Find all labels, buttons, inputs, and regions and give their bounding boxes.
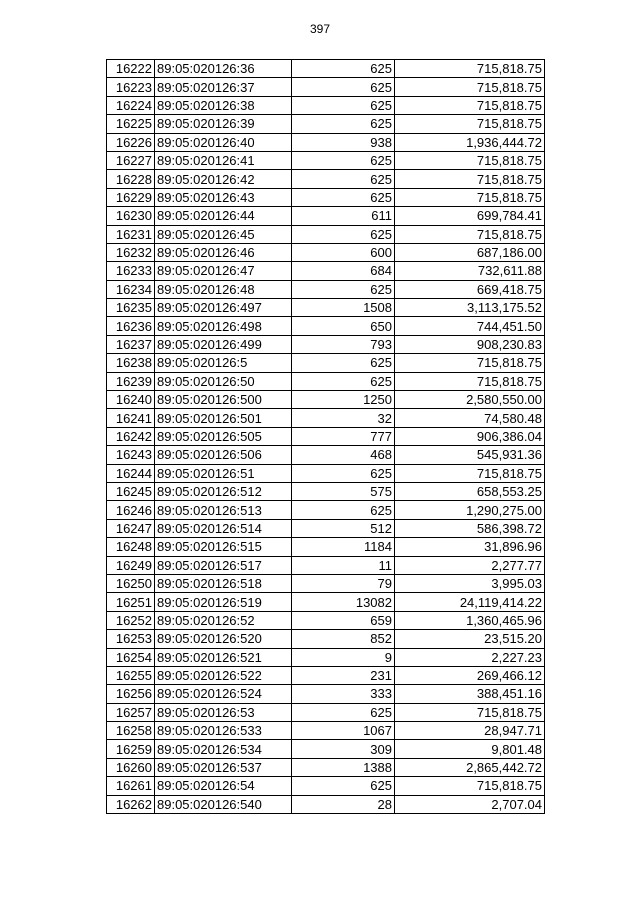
cadastral-number-cell: 89:05:020126:497 xyxy=(155,299,292,317)
table-row xyxy=(107,427,545,445)
value-cell: 669,418.75 xyxy=(395,280,545,298)
value-cell: 3,113,175.52 xyxy=(395,299,545,317)
row-number-cell: 16237 xyxy=(107,335,155,353)
table-row xyxy=(107,170,545,188)
area-cell: 625 xyxy=(292,464,395,482)
row-number-cell: 16260 xyxy=(107,758,155,776)
value-cell: 908,230.83 xyxy=(395,335,545,353)
table-row xyxy=(107,133,545,151)
area-cell: 625 xyxy=(292,96,395,114)
cadastral-number-cell: 89:05:020126:52 xyxy=(155,611,292,629)
area-cell: 793 xyxy=(292,335,395,353)
value-cell: 388,451.16 xyxy=(395,685,545,703)
table-row xyxy=(107,722,545,740)
area-cell: 625 xyxy=(292,78,395,96)
row-number-cell: 16254 xyxy=(107,648,155,666)
value-cell: 28,947.71 xyxy=(395,722,545,740)
value-cell: 715,818.75 xyxy=(395,96,545,114)
row-number-cell: 16232 xyxy=(107,243,155,261)
cadastral-number-cell: 89:05:020126:47 xyxy=(155,262,292,280)
cadastral-number-cell: 89:05:020126:518 xyxy=(155,574,292,592)
cadastral-number-cell: 89:05:020126:534 xyxy=(155,740,292,758)
table-row xyxy=(107,648,545,666)
area-cell: 333 xyxy=(292,685,395,703)
value-cell: 715,818.75 xyxy=(395,115,545,133)
table-row xyxy=(107,574,545,592)
value-cell: 3,995.03 xyxy=(395,574,545,592)
row-number-cell: 16246 xyxy=(107,501,155,519)
area-cell: 625 xyxy=(292,354,395,372)
cadastral-number-cell: 89:05:020126:500 xyxy=(155,391,292,409)
value-cell: 31,896.96 xyxy=(395,538,545,556)
cadastral-number-cell: 89:05:020126:5 xyxy=(155,354,292,372)
page-number: 397 xyxy=(309,22,331,36)
table-row xyxy=(107,556,545,574)
row-number-cell: 16233 xyxy=(107,262,155,280)
value-cell: 2,227.23 xyxy=(395,648,545,666)
row-number-cell: 16248 xyxy=(107,538,155,556)
area-cell: 1250 xyxy=(292,391,395,409)
cadastral-number-cell: 89:05:020126:514 xyxy=(155,519,292,537)
table-row xyxy=(107,777,545,795)
area-cell: 625 xyxy=(292,115,395,133)
value-cell: 715,818.75 xyxy=(395,354,545,372)
area-cell: 1508 xyxy=(292,299,395,317)
row-number-cell: 16235 xyxy=(107,299,155,317)
row-number-cell: 16239 xyxy=(107,372,155,390)
table-row xyxy=(107,611,545,629)
area-cell: 625 xyxy=(292,151,395,169)
table-row xyxy=(107,593,545,611)
area-cell: 625 xyxy=(292,372,395,390)
table-row xyxy=(107,335,545,353)
value-cell: 24,119,414.22 xyxy=(395,593,545,611)
row-number-cell: 16236 xyxy=(107,317,155,335)
cadastral-number-cell: 89:05:020126:44 xyxy=(155,207,292,225)
row-number-cell: 16243 xyxy=(107,446,155,464)
value-cell: 699,784.41 xyxy=(395,207,545,225)
area-cell: 625 xyxy=(292,170,395,188)
row-number-cell: 16231 xyxy=(107,225,155,243)
area-cell: 625 xyxy=(292,280,395,298)
value-cell: 715,818.75 xyxy=(395,151,545,169)
value-cell: 744,451.50 xyxy=(395,317,545,335)
table-row xyxy=(107,262,545,280)
table-row xyxy=(107,482,545,500)
area-cell: 309 xyxy=(292,740,395,758)
area-cell: 512 xyxy=(292,519,395,537)
cadastral-number-cell: 89:05:020126:517 xyxy=(155,556,292,574)
table-row xyxy=(107,317,545,335)
table-row xyxy=(107,207,545,225)
value-cell: 715,818.75 xyxy=(395,170,545,188)
value-cell: 687,186.00 xyxy=(395,243,545,261)
row-number-cell: 16222 xyxy=(107,60,155,78)
row-number-cell: 16259 xyxy=(107,740,155,758)
cadastral-number-cell: 89:05:020126:522 xyxy=(155,666,292,684)
area-cell: 1388 xyxy=(292,758,395,776)
table-row xyxy=(107,188,545,206)
row-number-cell: 16223 xyxy=(107,78,155,96)
value-cell: 715,818.75 xyxy=(395,777,545,795)
cadastral-number-cell: 89:05:020126:512 xyxy=(155,482,292,500)
row-number-cell: 16249 xyxy=(107,556,155,574)
value-cell: 715,818.75 xyxy=(395,225,545,243)
cadastral-number-cell: 89:05:020126:38 xyxy=(155,96,292,114)
area-cell: 79 xyxy=(292,574,395,592)
value-cell: 715,818.75 xyxy=(395,78,545,96)
area-cell: 625 xyxy=(292,703,395,721)
row-number-cell: 16252 xyxy=(107,611,155,629)
row-number-cell: 16226 xyxy=(107,133,155,151)
table-row xyxy=(107,299,545,317)
cadastral-number-cell: 89:05:020126:505 xyxy=(155,427,292,445)
area-cell: 684 xyxy=(292,262,395,280)
area-cell: 231 xyxy=(292,666,395,684)
value-cell: 1,290,275.00 xyxy=(395,501,545,519)
area-cell: 28 xyxy=(292,795,395,813)
cadastral-number-cell: 89:05:020126:48 xyxy=(155,280,292,298)
table-row xyxy=(107,446,545,464)
row-number-cell: 16247 xyxy=(107,519,155,537)
value-cell: 2,865,442.72 xyxy=(395,758,545,776)
row-number-cell: 16234 xyxy=(107,280,155,298)
area-cell: 625 xyxy=(292,60,395,78)
table-row xyxy=(107,372,545,390)
row-number-cell: 16229 xyxy=(107,188,155,206)
table-row xyxy=(107,630,545,648)
row-number-cell: 16245 xyxy=(107,482,155,500)
row-number-cell: 16227 xyxy=(107,151,155,169)
value-cell: 715,818.75 xyxy=(395,372,545,390)
table-row xyxy=(107,740,545,758)
value-cell: 732,611.88 xyxy=(395,262,545,280)
area-cell: 777 xyxy=(292,427,395,445)
area-cell: 1184 xyxy=(292,538,395,556)
table-row xyxy=(107,60,545,78)
row-number-cell: 16255 xyxy=(107,666,155,684)
table-row xyxy=(107,280,545,298)
area-cell: 625 xyxy=(292,225,395,243)
cadastral-number-cell: 89:05:020126:45 xyxy=(155,225,292,243)
table-row xyxy=(107,409,545,427)
table-row xyxy=(107,464,545,482)
value-cell: 2,277.77 xyxy=(395,556,545,574)
area-cell: 13082 xyxy=(292,593,395,611)
row-number-cell: 16230 xyxy=(107,207,155,225)
table-row xyxy=(107,703,545,721)
cadastral-number-cell: 89:05:020126:519 xyxy=(155,593,292,611)
cadastral-number-cell: 89:05:020126:36 xyxy=(155,60,292,78)
cadastral-number-cell: 89:05:020126:37 xyxy=(155,78,292,96)
area-cell: 625 xyxy=(292,188,395,206)
value-cell: 715,818.75 xyxy=(395,703,545,721)
table-row xyxy=(107,666,545,684)
cadastral-number-cell: 89:05:020126:501 xyxy=(155,409,292,427)
cadastral-number-cell: 89:05:020126:537 xyxy=(155,758,292,776)
area-cell: 1067 xyxy=(292,722,395,740)
row-number-cell: 16238 xyxy=(107,354,155,372)
cadastral-number-cell: 89:05:020126:50 xyxy=(155,372,292,390)
row-number-cell: 16261 xyxy=(107,777,155,795)
cadastral-number-cell: 89:05:020126:524 xyxy=(155,685,292,703)
cadastral-number-cell: 89:05:020126:54 xyxy=(155,777,292,795)
cadastral-number-cell: 89:05:020126:520 xyxy=(155,630,292,648)
value-cell: 658,553.25 xyxy=(395,482,545,500)
value-cell: 545,931.36 xyxy=(395,446,545,464)
table-row xyxy=(107,391,545,409)
value-cell: 906,386.04 xyxy=(395,427,545,445)
table-row xyxy=(107,519,545,537)
row-number-cell: 16240 xyxy=(107,391,155,409)
value-cell: 2,580,550.00 xyxy=(395,391,545,409)
cadastral-number-cell: 89:05:020126:540 xyxy=(155,795,292,813)
value-cell: 23,515.20 xyxy=(395,630,545,648)
cadastral-number-cell: 89:05:020126:46 xyxy=(155,243,292,261)
row-number-cell: 16228 xyxy=(107,170,155,188)
cadastral-number-cell: 89:05:020126:42 xyxy=(155,170,292,188)
cadastral-number-cell: 89:05:020126:51 xyxy=(155,464,292,482)
table-row xyxy=(107,78,545,96)
row-number-cell: 16258 xyxy=(107,722,155,740)
value-cell: 715,818.75 xyxy=(395,60,545,78)
value-cell: 74,580.48 xyxy=(395,409,545,427)
table-row xyxy=(107,243,545,261)
area-cell: 600 xyxy=(292,243,395,261)
table-row xyxy=(107,758,545,776)
row-number-cell: 16244 xyxy=(107,464,155,482)
cadastral-number-cell: 89:05:020126:53 xyxy=(155,703,292,721)
cadastral-number-cell: 89:05:020126:515 xyxy=(155,538,292,556)
table-row xyxy=(107,538,545,556)
cadastral-number-cell: 89:05:020126:533 xyxy=(155,722,292,740)
row-number-cell: 16257 xyxy=(107,703,155,721)
table-row xyxy=(107,501,545,519)
row-number-cell: 16224 xyxy=(107,96,155,114)
row-number-cell: 16253 xyxy=(107,630,155,648)
row-number-cell: 16251 xyxy=(107,593,155,611)
area-cell: 650 xyxy=(292,317,395,335)
value-cell: 1,936,444.72 xyxy=(395,133,545,151)
table-row xyxy=(107,115,545,133)
cadastral-table xyxy=(106,59,545,814)
value-cell: 2,707.04 xyxy=(395,795,545,813)
cadastral-number-cell: 89:05:020126:521 xyxy=(155,648,292,666)
table-row xyxy=(107,685,545,703)
area-cell: 938 xyxy=(292,133,395,151)
area-cell: 625 xyxy=(292,501,395,519)
value-cell: 586,398.72 xyxy=(395,519,545,537)
area-cell: 468 xyxy=(292,446,395,464)
value-cell: 9,801.48 xyxy=(395,740,545,758)
cadastral-number-cell: 89:05:020126:498 xyxy=(155,317,292,335)
cadastral-number-cell: 89:05:020126:39 xyxy=(155,115,292,133)
value-cell: 715,818.75 xyxy=(395,188,545,206)
table-row xyxy=(107,354,545,372)
area-cell: 611 xyxy=(292,207,395,225)
area-cell: 32 xyxy=(292,409,395,427)
row-number-cell: 16225 xyxy=(107,115,155,133)
area-cell: 9 xyxy=(292,648,395,666)
cadastral-number-cell: 89:05:020126:499 xyxy=(155,335,292,353)
row-number-cell: 16242 xyxy=(107,427,155,445)
area-cell: 11 xyxy=(292,556,395,574)
cadastral-number-cell: 89:05:020126:513 xyxy=(155,501,292,519)
cadastral-number-cell: 89:05:020126:41 xyxy=(155,151,292,169)
area-cell: 575 xyxy=(292,482,395,500)
table-body xyxy=(107,60,545,814)
table-row xyxy=(107,225,545,243)
table-row xyxy=(107,795,545,813)
cadastral-number-cell: 89:05:020126:40 xyxy=(155,133,292,151)
row-number-cell: 16256 xyxy=(107,685,155,703)
value-cell: 715,818.75 xyxy=(395,464,545,482)
cadastral-number-cell: 89:05:020126:506 xyxy=(155,446,292,464)
row-number-cell: 16262 xyxy=(107,795,155,813)
area-cell: 659 xyxy=(292,611,395,629)
value-cell: 1,360,465.96 xyxy=(395,611,545,629)
cadastral-number-cell: 89:05:020126:43 xyxy=(155,188,292,206)
table-row xyxy=(107,151,545,169)
area-cell: 852 xyxy=(292,630,395,648)
row-number-cell: 16250 xyxy=(107,574,155,592)
row-number-cell: 16241 xyxy=(107,409,155,427)
table-row xyxy=(107,96,545,114)
value-cell: 269,466.12 xyxy=(395,666,545,684)
area-cell: 625 xyxy=(292,777,395,795)
